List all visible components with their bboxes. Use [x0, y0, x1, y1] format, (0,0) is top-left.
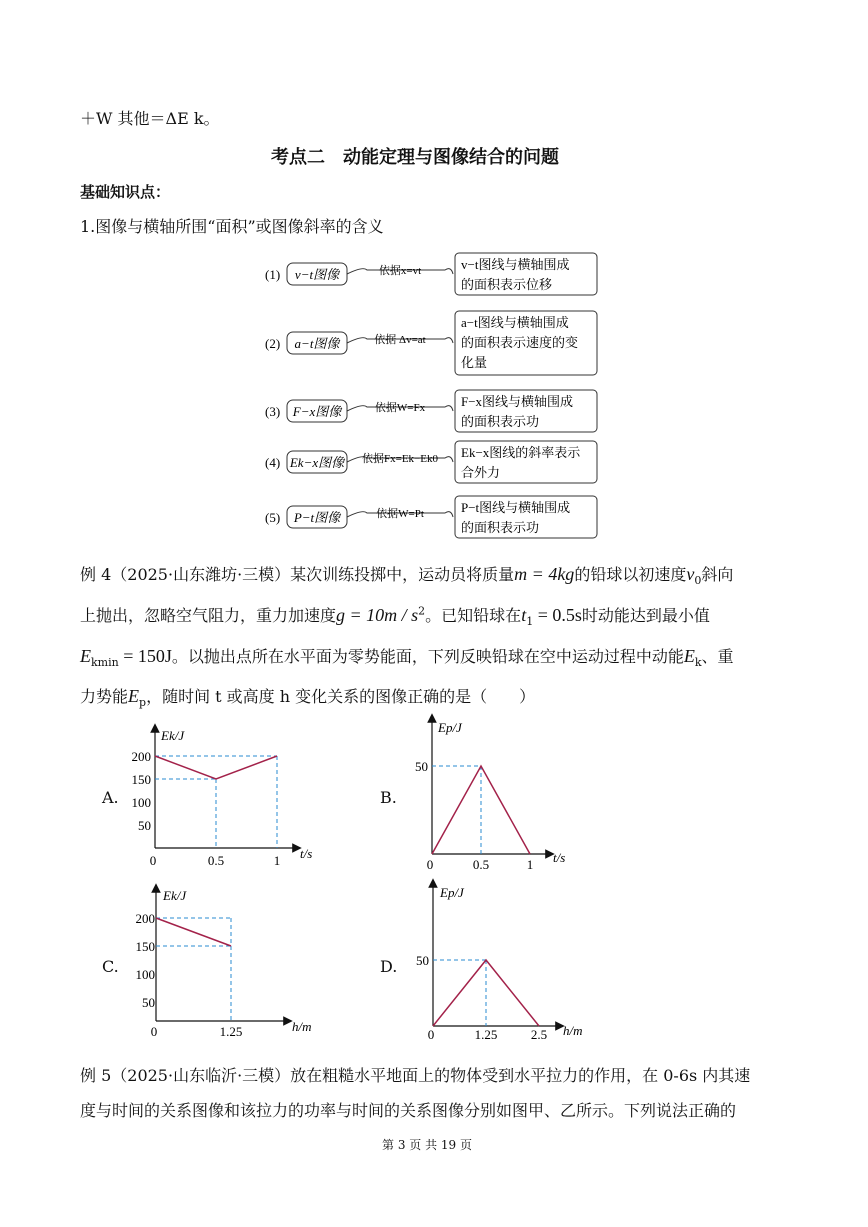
flow-row — [265, 390, 597, 432]
flow-result-text: Ek−x图线的斜率表示 — [461, 445, 581, 460]
graph-b — [410, 710, 610, 870]
y-axis-label: Ep/J — [440, 885, 464, 900]
flow-row — [265, 311, 597, 375]
flow-result-text: 合外力 — [461, 465, 501, 480]
section-title: 考点二 动能定理与图像结合的问题 — [271, 147, 559, 168]
flow-graph-label: Ek−x图像 — [289, 455, 345, 470]
flow-graph-label: P−t图像 — [293, 510, 341, 525]
flow-row-number: (5) — [265, 510, 281, 525]
point-1-text: 1.图像与横轴所围“面积”或图像斜率的含义 — [80, 217, 384, 236]
flow-result-text: 的面积表示位移 — [461, 277, 553, 292]
y-tick: 100 — [135, 967, 155, 982]
flow-result-text: 的面积表示速度的变 — [461, 335, 579, 350]
y-tick: 200 — [135, 911, 155, 926]
y-axis-label: Ek/J — [161, 728, 185, 743]
flow-result-text: 化量 — [461, 355, 488, 370]
flow-row-number: (3) — [265, 404, 281, 419]
flow-result-text: F−x图线与横轴围成 — [461, 394, 574, 409]
flow-row-number: (2) — [265, 336, 281, 351]
continuation-text: ＋W 其他＝ΔE k。 — [80, 109, 220, 128]
y-tick: 150 — [135, 939, 155, 954]
x-tick: 2.5 — [530, 1027, 548, 1040]
example4-line4: 力势能$E_p$，随时间 t 或高度 h 变化关系的图像正确的是（ ） — [80, 686, 536, 710]
page-footer: 第 3 页 共 19 页 — [382, 1138, 472, 1152]
x-tick: 1 — [526, 857, 534, 870]
graph-c — [125, 880, 325, 1040]
series-line — [156, 918, 231, 946]
y-axis-label: Ek/J — [163, 888, 187, 903]
graph-a — [125, 720, 325, 870]
flow-basis-label: 依据x=vt — [378, 265, 422, 277]
x-axis-label: t/s — [300, 846, 313, 861]
y-axis-label: Ep/J — [438, 720, 462, 735]
flow-result-text: P−t图线与横轴围成 — [461, 500, 571, 515]
y-tick: 100 — [131, 795, 151, 810]
flow-basis-label: 依据W=Fx — [374, 402, 426, 414]
flow-basis-label: 依据Fx=Ek−Ek0 — [362, 453, 438, 465]
graph-d — [410, 875, 610, 1040]
flow-graph-label: a−t图像 — [294, 336, 340, 351]
flow-basis-label: 依据W=Pt — [376, 508, 424, 520]
x-tick: 0.5 — [472, 857, 490, 870]
example4-line3: $E_{kmin} = 150J$。以抛出点所在水平面为零势能面，下列反映铅球在空中运动过程中动能$E_k$、重 — [80, 646, 734, 670]
x-axis-label: t/s — [553, 850, 566, 865]
option-a-letter: A. — [102, 788, 119, 807]
flow-result-text: 的面积表示功 — [461, 414, 540, 429]
x-tick: 0 — [426, 857, 434, 870]
example4-line2: 上抛出，忽略空气阻力，重力加速度$g = 10m / s^2$。已知铅球在$t_1 = 0.5s$时动能达到最小值 — [80, 604, 710, 629]
y-tick: 50 — [142, 995, 155, 1010]
x-tick: 0.5 — [207, 853, 225, 868]
flow-result-text: v−t图线与横轴围成 — [461, 257, 570, 272]
flow-result-text: 的面积表示功 — [461, 520, 540, 535]
option-b-letter: B. — [380, 788, 397, 807]
flow-row — [265, 441, 597, 483]
y-tick: 200 — [131, 749, 151, 764]
option-c-letter: C. — [102, 957, 119, 976]
flow-diagram — [255, 245, 605, 545]
x-tick: 0 — [427, 1027, 435, 1040]
example5-line1: 例 5（2025·山东临沂·三模）放在粗糙水平地面上的物体受到水平拉力的作用，在 0-6s 内其速 — [80, 1066, 751, 1085]
example5-line2: 度与时间的关系图像和该拉力的功率与时间的关系图像分别如图甲、乙所示。下列说法正确的 — [80, 1101, 737, 1120]
flow-row — [265, 253, 597, 295]
x-tick: 1.25 — [219, 1024, 243, 1039]
flow-graph-label: F−x图像 — [292, 404, 342, 419]
y-tick: 50 — [138, 818, 151, 833]
y-tick: 50 — [415, 759, 428, 774]
x-tick: 1.25 — [474, 1027, 498, 1040]
x-tick: 0 — [150, 1024, 158, 1039]
flow-result-text: a−t图线与横轴围成 — [461, 315, 569, 330]
flow-row-number: (1) — [265, 267, 281, 282]
x-tick: 1 — [273, 853, 281, 868]
basics-label: 基础知识点： — [80, 183, 171, 201]
series-line — [155, 756, 277, 779]
y-tick: 150 — [131, 772, 151, 787]
flow-row-number: (4) — [265, 455, 281, 470]
x-axis-label: h/m — [563, 1023, 583, 1038]
option-d-letter: D. — [380, 957, 398, 976]
example4-line1: 例 4（2025·山东潍坊·三模）某次训练投掷中，运动员将质量m = 4kg的铅球以初速度$v_0$斜向 — [80, 564, 734, 588]
x-tick: 0 — [149, 853, 157, 868]
x-axis-label: h/m — [292, 1019, 312, 1034]
flow-basis-label: 依据 Δv=at — [374, 334, 426, 346]
flow-row — [265, 496, 597, 538]
y-tick: 50 — [416, 953, 429, 968]
flow-graph-label: v−t图像 — [294, 267, 340, 282]
